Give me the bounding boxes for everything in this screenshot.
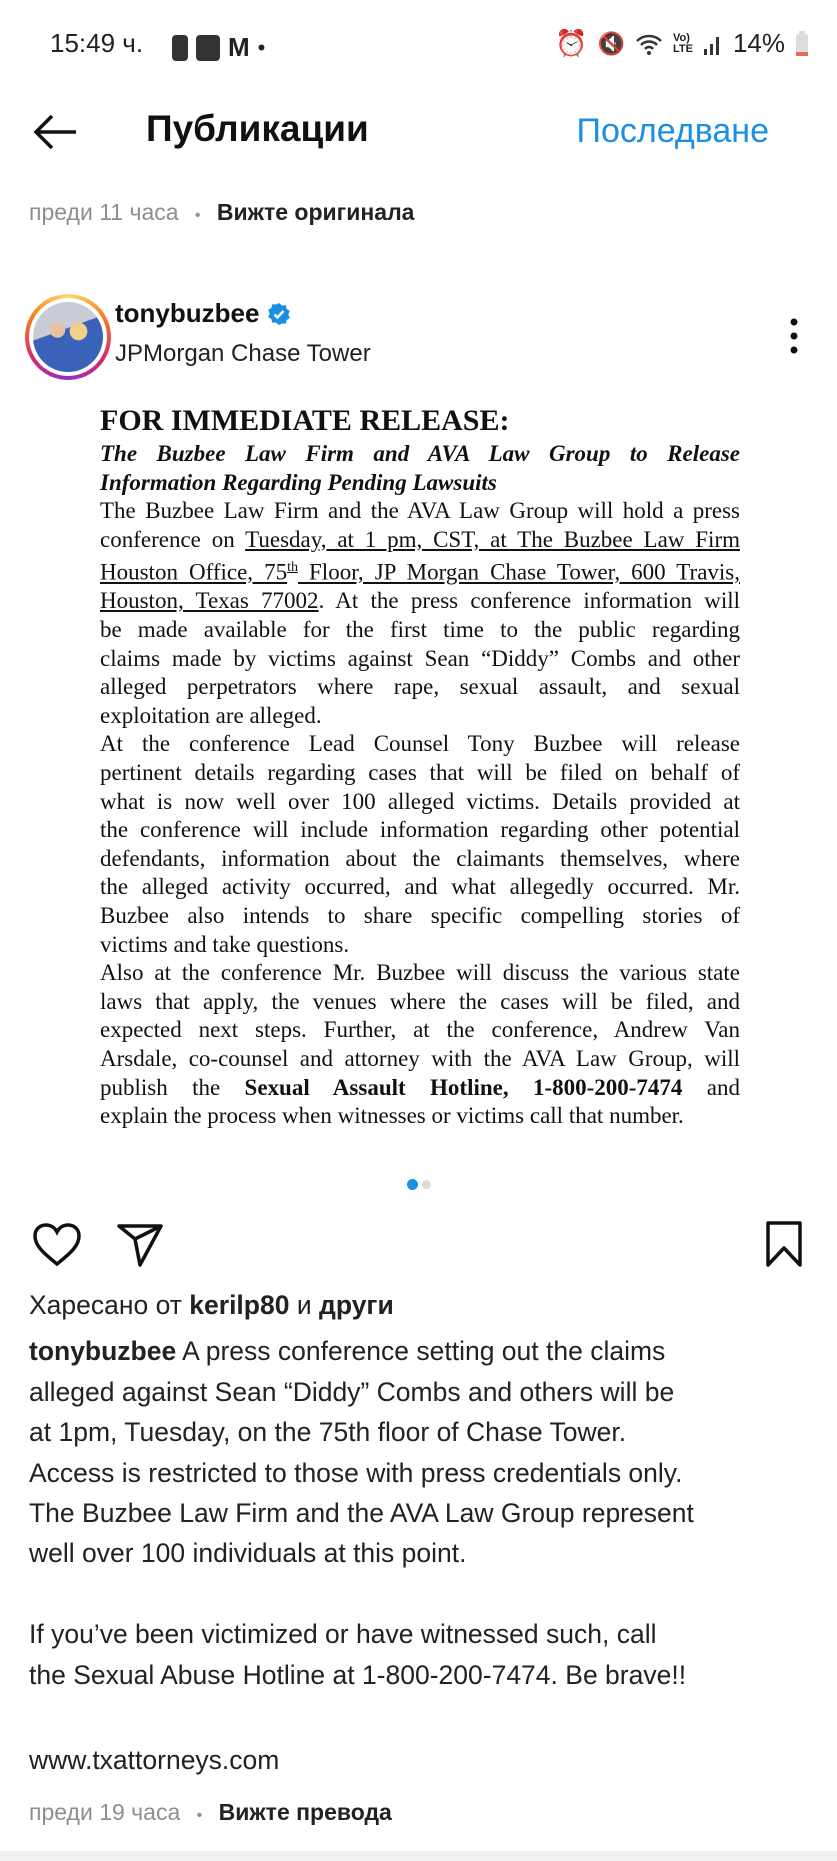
alarm-icon: ⏰ bbox=[555, 28, 588, 58]
doc-text: th bbox=[287, 560, 298, 576]
caption-line: the Sexual Abuse Hotline at 1-800-200-7474. Be brave!! bbox=[29, 1660, 687, 1690]
share-send-icon[interactable] bbox=[116, 1222, 164, 1268]
caption-line: alleged against Sean “Diddy” Combs and others will be bbox=[29, 1377, 675, 1407]
doc-line bbox=[100, 816, 740, 845]
liked-prefix: Харесано от bbox=[29, 1290, 182, 1320]
doc-line bbox=[100, 587, 740, 616]
post-author bbox=[115, 298, 291, 329]
carousel-indicator bbox=[407, 1180, 431, 1190]
doc-line bbox=[100, 526, 740, 555]
divider bbox=[0, 1851, 837, 1861]
repost-time: преди 11 часа bbox=[29, 199, 179, 225]
caption-username[interactable]: tonybuzbee bbox=[29, 1336, 177, 1366]
battery-percent: 14% bbox=[732, 28, 785, 58]
save-bookmark-icon[interactable] bbox=[764, 1220, 804, 1268]
doc-line bbox=[100, 845, 740, 874]
username[interactable]: tonybuzbee bbox=[115, 298, 260, 328]
post-footer-meta bbox=[29, 1799, 392, 1826]
doc-line bbox=[100, 1016, 740, 1045]
battery-alert-icon bbox=[172, 35, 188, 61]
doc-text: expected next steps. Further, at the conference, Andrew Van bbox=[100, 1017, 740, 1043]
liked-by bbox=[29, 1290, 394, 1321]
gallery-icon bbox=[196, 35, 220, 61]
avatar[interactable] bbox=[25, 294, 111, 380]
doc-text: laws that apply, the venues where the cases will be filed, and bbox=[100, 988, 740, 1014]
doc-text: and bbox=[682, 1074, 740, 1100]
volte-icon: Vo) LTE bbox=[672, 31, 693, 55]
doc-text: Also at the conference Mr. Buzbee will discuss the various state bbox=[100, 960, 740, 986]
signal-icon bbox=[703, 33, 723, 55]
doc-text: pertinent details regarding cases that will be filed on behalf of bbox=[100, 760, 740, 785]
doc-text: claims made by victims against Sean “Diddy” Combs and other bbox=[100, 645, 740, 671]
caption-text: A press conference setting out the claims bbox=[176, 1336, 666, 1366]
doc-text: victims and take questions. bbox=[100, 931, 350, 957]
doc-line bbox=[100, 931, 740, 960]
see-translation-link[interactable]: Вижте превода bbox=[218, 1799, 392, 1825]
top-app-bar bbox=[0, 100, 837, 166]
doc-text: the alleged activity occurred, and what allegedly occurred. Mr. bbox=[100, 874, 740, 900]
battery-icon bbox=[795, 31, 809, 57]
doc-line bbox=[100, 1102, 740, 1131]
doc-line bbox=[100, 959, 740, 988]
doc-text: be made available for the first time to the public regarding bbox=[100, 617, 740, 643]
doc-text: what is now well over 100 alleged victims. Details provided at bbox=[100, 788, 740, 814]
doc-text: Buzbee also intends to share specific compelling stories of bbox=[100, 902, 740, 928]
doc-line bbox=[100, 1045, 740, 1074]
gmail-icon: M bbox=[228, 32, 250, 62]
doc-text: publish the bbox=[100, 1074, 245, 1100]
post-image-press-release[interactable] bbox=[100, 402, 740, 1131]
doc-line bbox=[100, 759, 740, 788]
doc-text: Tuesday, at 1 pm, CST, at The Buzbee Law Firm bbox=[245, 526, 740, 552]
doc-text: . At the press conference information will bbox=[318, 588, 740, 614]
doc-text: defendants, information about the claimants themselves, where bbox=[100, 845, 740, 871]
more-options-icon[interactable] bbox=[786, 316, 802, 356]
doc-line bbox=[100, 988, 740, 1017]
caption-line bbox=[29, 1336, 665, 1367]
doc-text: At the conference Lead Counsel Tony Buzbee will release bbox=[100, 731, 740, 757]
separator: • bbox=[194, 207, 201, 224]
page-title: Публикации bbox=[146, 108, 369, 149]
carousel-dot bbox=[422, 1180, 431, 1189]
doc-text: Sexual Assault Hotline, 1-800-200-7474 bbox=[244, 1074, 683, 1100]
doc-line bbox=[100, 788, 740, 817]
carousel-dot bbox=[407, 1179, 418, 1190]
status-bar bbox=[0, 28, 837, 68]
separator: • bbox=[196, 1807, 203, 1824]
dot-icon: • bbox=[257, 34, 266, 60]
view-original-link[interactable]: Вижте оригинала bbox=[216, 199, 415, 225]
back-arrow-icon[interactable] bbox=[30, 110, 80, 154]
doc-text: Arsdale, co-counsel and attorney with the AVA Law Group, will bbox=[100, 1045, 740, 1071]
doc-subtitle-line: The Buzbee Law Firm and AVA Law Group to Release bbox=[100, 441, 740, 466]
follow-button[interactable]: Последване bbox=[576, 112, 769, 150]
doc-subtitle-line: Information Regarding Pending Lawsuits bbox=[100, 469, 497, 495]
doc-text: explain the process when witnesses or victims call that number. bbox=[100, 1103, 684, 1129]
liked-and: и bbox=[296, 1290, 312, 1320]
doc-line bbox=[100, 702, 740, 731]
doc-text: alleged perpetrators where rape, sexual assault, and sexual bbox=[100, 674, 740, 700]
caption-url-link[interactable]: www.txattorneys.com bbox=[29, 1745, 280, 1775]
doc-line bbox=[100, 497, 740, 526]
doc-text: conference on bbox=[100, 526, 246, 552]
caption-line: well over 100 individuals at this point. bbox=[29, 1538, 467, 1568]
status-time: 15:49 ч. bbox=[50, 28, 144, 58]
wifi-icon bbox=[635, 32, 663, 56]
doc-line bbox=[100, 902, 740, 931]
mute-icon: 🔇 bbox=[597, 30, 625, 56]
caption-line: If you’ve been victimized or have witnessed such, call bbox=[29, 1619, 657, 1649]
liked-user-link[interactable]: kerilp80 bbox=[189, 1290, 290, 1320]
post-location[interactable]: JPMorgan Chase Tower bbox=[115, 340, 371, 367]
verified-badge-icon bbox=[267, 302, 291, 326]
doc-line bbox=[100, 616, 740, 645]
doc-line bbox=[100, 645, 740, 674]
like-heart-icon[interactable] bbox=[32, 1222, 82, 1268]
repost-meta bbox=[29, 199, 414, 226]
caption-line: at 1pm, Tuesday, on the 75th floor of Chase Tower. bbox=[29, 1417, 627, 1447]
doc-text: The Buzbee Law Firm and the AVA Law Group will hold a press bbox=[100, 498, 740, 523]
liked-others-link[interactable]: други bbox=[319, 1290, 394, 1320]
doc-text: the conference will include information regarding other potential bbox=[100, 817, 740, 843]
post-time: преди 19 часа bbox=[29, 1799, 181, 1825]
doc-line bbox=[100, 673, 740, 702]
doc-heading: FOR IMMEDIATE RELEASE: bbox=[100, 404, 510, 437]
caption-line: Access is restricted to those with press credentials only. bbox=[29, 1458, 683, 1488]
post-actions bbox=[0, 1220, 837, 1270]
doc-line bbox=[100, 554, 740, 587]
caption-line: The Buzbee Law Firm and the AVA Law Group represent bbox=[29, 1498, 694, 1528]
doc-line bbox=[100, 873, 740, 902]
doc-line bbox=[100, 1074, 740, 1103]
doc-body bbox=[100, 497, 740, 1131]
doc-text: Houston Office, 75 bbox=[100, 559, 288, 585]
doc-text: Floor, JP Morgan Chase Tower, 600 Travis, bbox=[297, 559, 740, 585]
doc-line bbox=[100, 730, 740, 759]
doc-text: Houston, Texas 77002 bbox=[100, 588, 319, 614]
doc-text: exploitation are alleged. bbox=[100, 702, 322, 728]
